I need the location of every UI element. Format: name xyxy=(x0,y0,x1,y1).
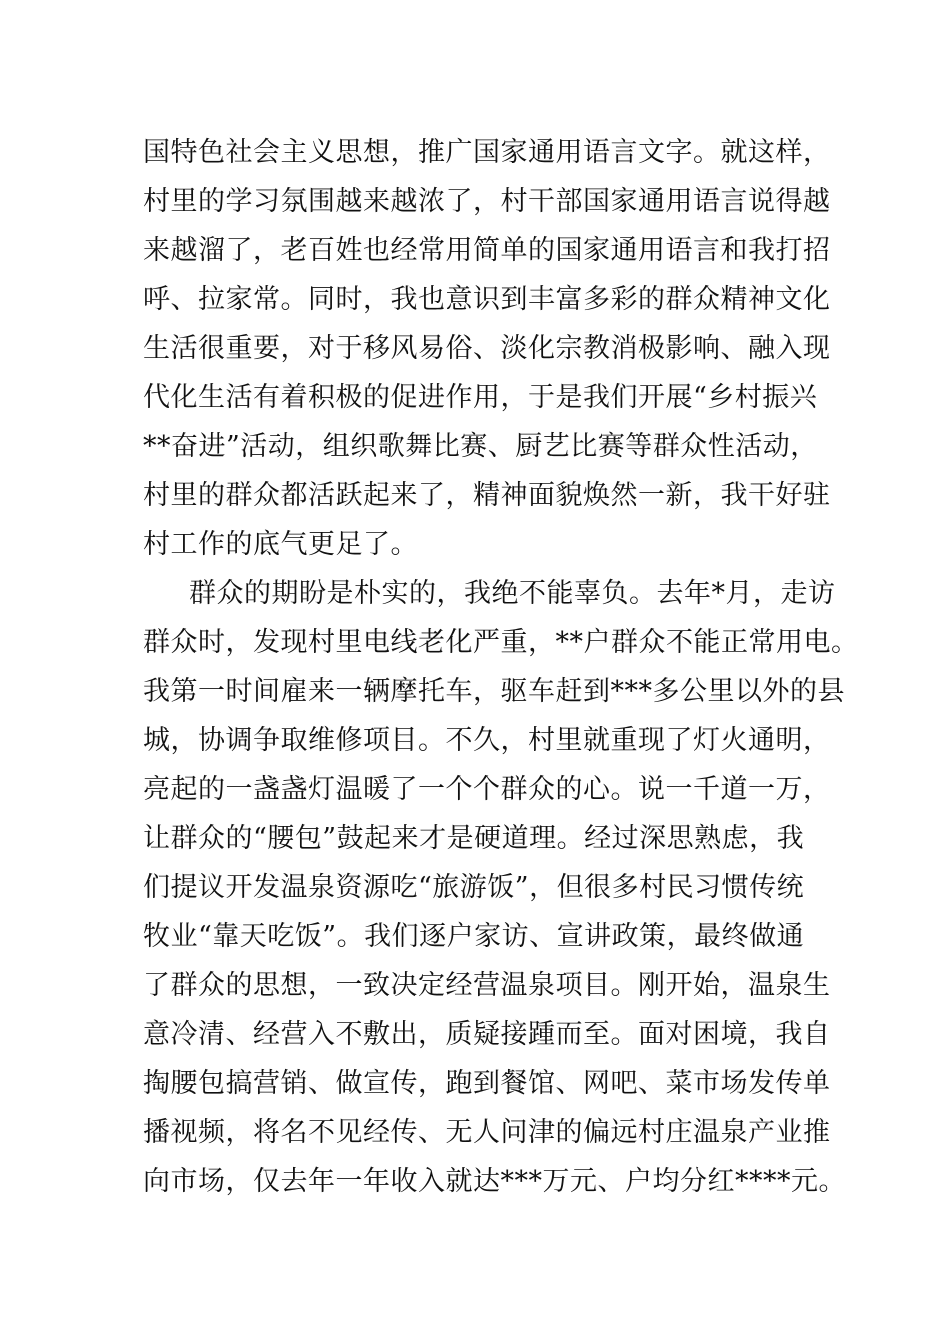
text-line: 代化生活有着积极的促进作用，于是我们开展“乡村振兴 xyxy=(143,382,818,413)
paragraph-start-line: 群众的期盼是朴实的，我绝不能辜负。去年*月，走访 xyxy=(189,578,836,609)
text-line: 了群众的思想，一致决定经营温泉项目。刚开始，温泉生 xyxy=(143,970,831,1001)
text-line: 城，协调争取维修项目。不久，村里就重现了灯火通明， xyxy=(143,725,831,756)
text-line: 群众时，发现村里电线老化严重，**户群众不能正常用电。 xyxy=(143,627,859,658)
text-line: 们提议开发温泉资源吃“旅游饭”，但很多村民习惯传统 xyxy=(143,872,805,903)
text-line: 牧业“靠天吃饭”。我们逐户家访、宣讲政策，最终做通 xyxy=(143,921,805,952)
text-line: 让群众的“腰包”鼓起来才是硬道理。经过深思熟虑，我 xyxy=(143,823,805,854)
text-line: 村里的学习氛围越来越浓了，村干部国家通用语言说得越 xyxy=(143,186,831,217)
text-line: 村工作的底气更足了。 xyxy=(143,529,418,560)
text-line: 播视频，将名不见经传、无人问津的偏远村庄温泉产业推 xyxy=(143,1117,831,1148)
text-line: 掏腰包搞营销、做宣传，跑到餐馆、网吧、菜市场发传单 xyxy=(143,1068,831,1099)
body-text xyxy=(143,128,859,1206)
text-line: 国特色社会主义思想，推广国家通用语言文字。就这样， xyxy=(143,137,831,168)
text-line: 生活很重要，对于移风易俗、淡化宗教消极影响、融入现 xyxy=(143,333,831,364)
text-line: 呼、拉家常。同时，我也意识到丰富多彩的群众精神文化 xyxy=(143,284,831,315)
text-line: **奋进”活动，组织歌舞比赛、厨艺比赛等群众性活动， xyxy=(143,431,818,462)
text-line: 意冷清、经营入不敷出，质疑接踵而至。面对困境，我自 xyxy=(143,1019,831,1050)
text-line: 村里的群众都活跃起来了，精神面貌焕然一新，我干好驻 xyxy=(143,480,831,511)
text-line: 来越溜了，老百姓也经常用简单的国家通用语言和我打招 xyxy=(143,235,831,266)
text-line: 我第一时间雇来一辆摩托车，驱车赶到***多公里以外的县 xyxy=(143,676,845,707)
text-line: 亮起的一盏盏灯温暖了一个个群众的心。说一千道一万， xyxy=(143,774,831,805)
text-line: 向市场，仅去年一年收入就达***万元、户均分红****元。 xyxy=(143,1166,846,1197)
